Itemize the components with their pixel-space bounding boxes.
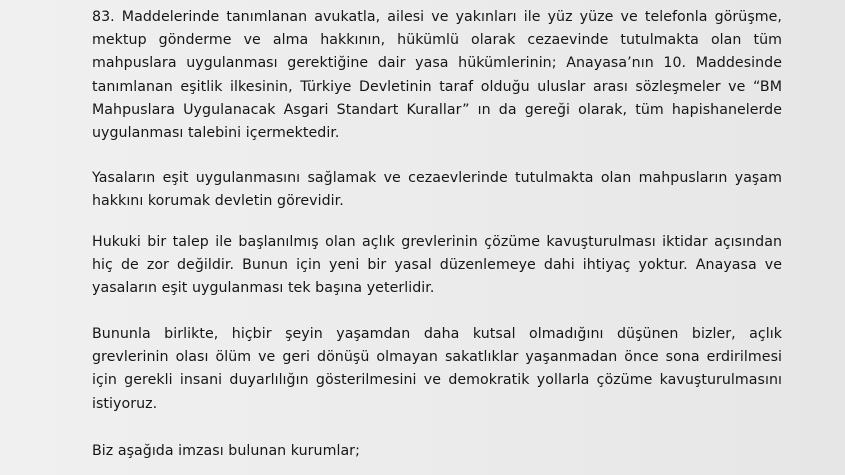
paragraph-signatories-intro bbox=[92, 440, 782, 463]
text-line: mahpuslara uygulanması gerektiğine dair yasa hükümlerinin; Anayasa’nın 10. Maddesinde bbox=[92, 55, 782, 72]
paragraph-article-83 bbox=[92, 6, 782, 145]
paragraph-hunger-strike-solution bbox=[92, 231, 782, 301]
text-line: Mahpuslara Uygulanacak Asgari Standart Kurallar” ın da gereği olarak, tüm hapishanelerde bbox=[92, 101, 782, 118]
text-line: Biz aşağıda imzası bulunan kurumlar; bbox=[92, 443, 360, 459]
paragraph-equal-application bbox=[92, 167, 782, 213]
text-line: 83. Maddelerinde tanımlanan avukatla, ailesi ve yakınları ile yüz yüze ve telefonla görüşme, bbox=[92, 9, 782, 25]
text-line: tanımlanan eşitlik ilkesinin, Türkiye Devletinin taraf olduğu uluslar arası sözleşmeler ve “BM bbox=[92, 78, 782, 95]
text-line: uygulanması talebini içermektedir. bbox=[92, 125, 340, 142]
text-line: yasaların eşit uygulanması tek başına yeterlidir. bbox=[92, 280, 435, 297]
text-line: Hukuki bir talep ile başlanılmış olan açlık grevlerinin çözüme kavuşturulması iktidar açısından bbox=[92, 234, 782, 250]
text-line: grevlerinin olası ölüm ve geri dönüşü olmayan sakatlıklar yaşanmadan önce sona erdirilmesi bbox=[92, 349, 782, 366]
text-line: için gerekli insani duyarlılığın gösterilmesini ve demokratik yollarla çözüme kavuşturulmasını bbox=[92, 372, 782, 389]
text-line: istiyoruz. bbox=[92, 395, 158, 412]
text-line: Bununla birlikte, hiçbir şeyin yaşamdan daha kutsal olmadığını düşünen bizler, açlık bbox=[92, 326, 782, 342]
text-line: hiç de zor değildir. Bunun için yeni bir yasal düzenlemeye dahi ihtiyaç yoktur. Anayasa ve bbox=[92, 257, 782, 274]
text-line: Yasaların eşit uygulanmasını sağlamak ve cezaevlerinde tutulmakta olan mahpusların yaşam bbox=[92, 170, 782, 186]
text-line: hakkını korumak devletin görevidir. bbox=[92, 193, 344, 210]
text-line: mektup gönderme ve alma hakkının, hükümlü olarak cezaevinde tutulmakta olan tüm bbox=[92, 32, 782, 49]
paragraph-demand bbox=[92, 323, 782, 416]
